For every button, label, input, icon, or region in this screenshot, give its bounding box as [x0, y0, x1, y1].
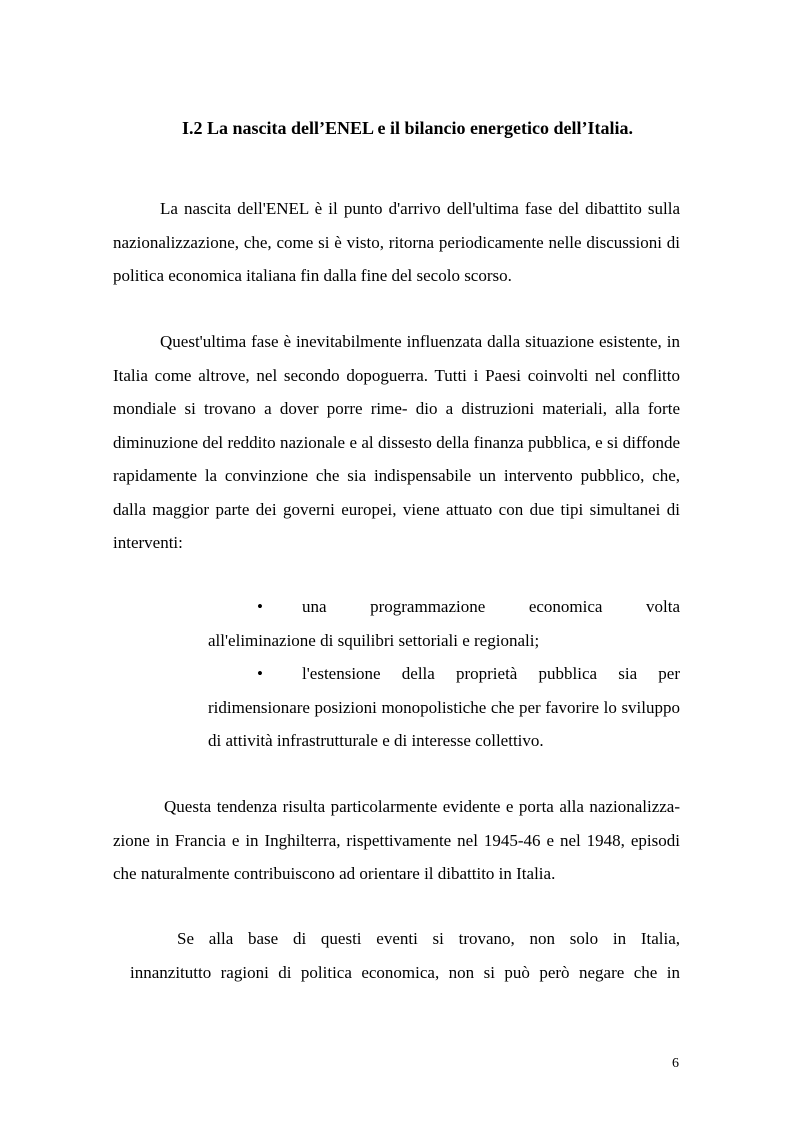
bullet-icon: • [257, 597, 263, 616]
paragraph-4-line-1: Se alla base di questi eventi si trovano, non solo in Italia, [177, 929, 680, 948]
paragraph-4-line-2: innanzitutto ragioni di politica economica, non si può però negare che in [130, 962, 680, 982]
bullet-1-first-line: una programmazione economica volta [302, 597, 680, 616]
paragraph-2: Quest'ultima fase è inevitabilmente influenzata dalla situazione esistente, in Italia come altrove, nel secondo dopoguerra. Tutti i Paesi coinvolti nel conflitto mondiale si trovano a dover porre rime- dio a distruzioni materiali, alla forte diminuzione del reddito nazionale e al dissesto della finanza pubblica, e si diffonde rapidamente la convinzione che sia indispensabile un intervento pubblico, che, dalla maggior parte dei governi europei, viene attuato con due tipi simultanei di interventi: [113, 332, 680, 552]
list-item [208, 657, 680, 758]
bullet-list-1 [208, 590, 680, 657]
bullet-icon: • [257, 664, 263, 683]
section-heading: I.2 La nascita dell’ENEL e il bilancio energetico dell’Italia. [182, 118, 633, 138]
page-number: 6 [672, 1056, 679, 1071]
list-item [208, 590, 680, 657]
bullet-list-2 [208, 657, 680, 758]
paragraph-3: Questa tendenza risulta particolarmente evidente e porta alla nazionalizza- zione in Francia e in Inghilterra, rispettivamente nel 1945-46 e nel 1948, episodi che naturalmente contribuiscono ad orientare il dibattito in Italia. [113, 797, 680, 883]
bullet-1-rest: all'eliminazione di squilibri settoriali e regionali; [208, 630, 540, 650]
bullet-2-text: l'estensione della proprietà pubblica sia per ridimensionare posizioni monopolistiche che per favorire lo sviluppo di attività infrastrutturale e di interesse collettivo. [208, 664, 680, 750]
paragraph-4 [113, 922, 680, 989]
paragraph-1: La nascita dell'ENEL è il punto d'arrivo dell'ultima fase del dibattito sulla nazionalizzazione, che, come si è visto, ritorna periodicamente nelle discussioni di politica economica italiana fin dalla fine del secolo scorso. [113, 199, 680, 285]
